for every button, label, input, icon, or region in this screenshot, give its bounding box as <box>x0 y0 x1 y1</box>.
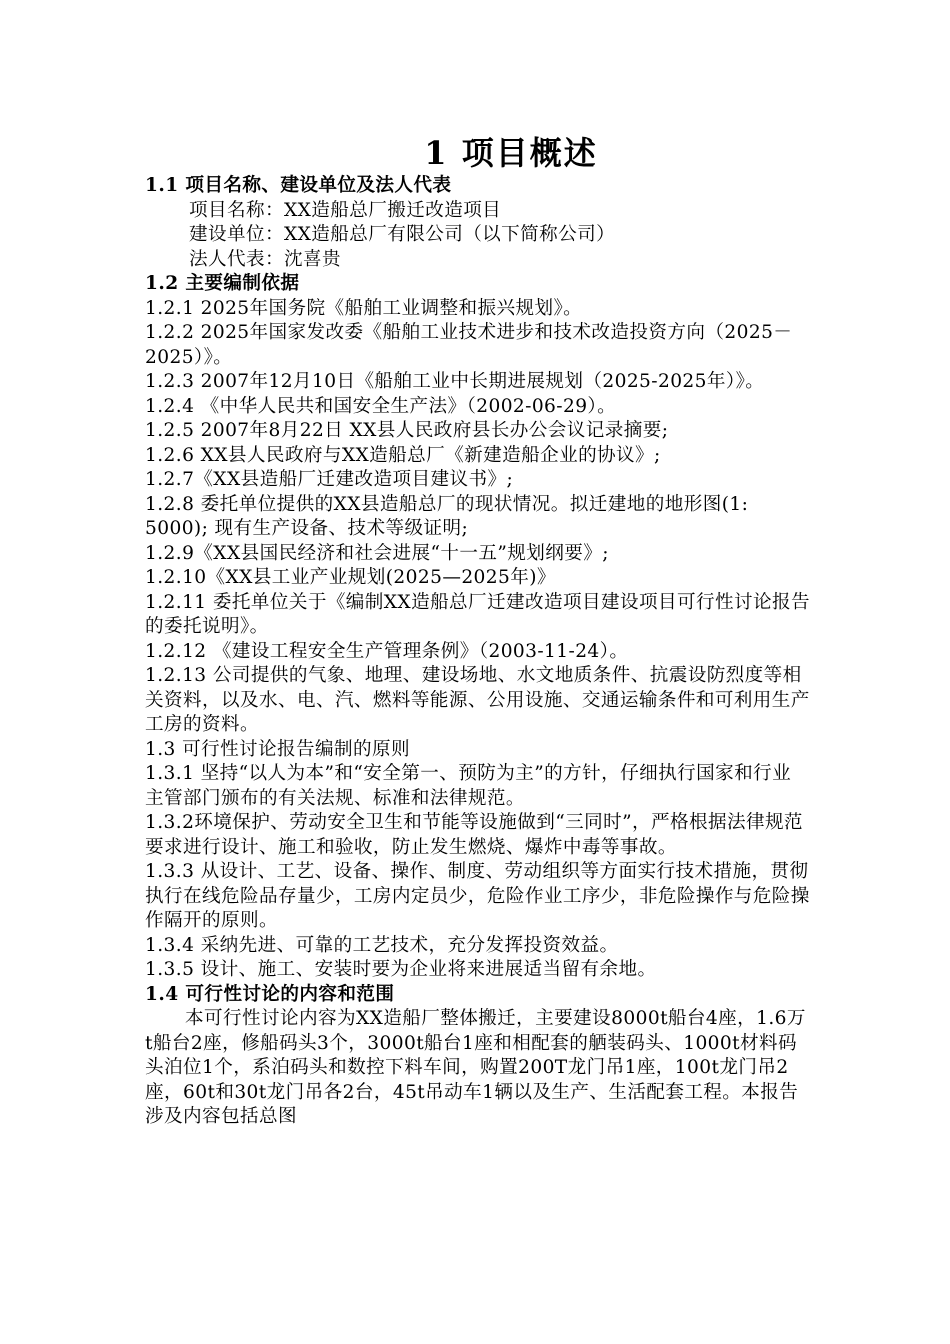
section-heading-1-1: 1.1 项目名称、建设单位及法人代表 <box>145 175 452 196</box>
builder-line: 建设单位：XX造船总厂有限公司（以下简称公司） <box>189 224 616 245</box>
page-title: 1 项目概述 <box>424 134 598 172</box>
section-heading-1-4: 1.4 可行性讨论的内容和范围 <box>145 983 395 1005</box>
list-item: 1.2.11 委托单位关于《编制XX造船总厂迁建改造项目建设项目可行性讨论报告的委托说明》。 <box>145 591 810 637</box>
project-name-line: 项目名称：XX造船总厂搬迁改造项目 <box>189 199 502 221</box>
list-item: 1.2.12 《建设工程安全生产管理条例》（2003-11-24）。 <box>145 640 629 662</box>
section-heading-1-3: 1.3 可行性讨论报告编制的原则 <box>145 738 411 760</box>
list-item: 1.2.9《XX县国民经济和社会进展“十一五”规划纲要》; <box>145 542 609 564</box>
list-item: 1.2.2 2025年国家发改委《船舶工业技术进步和技术改造投资方向（2025－2025）》。 <box>145 322 793 368</box>
document-body <box>145 174 810 1130</box>
list-item: 1.2.3 2007年12月10日《船舶工业中长期进展规划（2025-2025年）》。 <box>145 371 765 392</box>
list-item: 1.3.3 从设计、工艺、设备、操作、制度、劳动组织等方面实行技术措施，贯彻执行在线危险品存量少，工房内定员少，危险作业工序少，非危险操作与危险操作隔开的原则。 <box>145 861 810 931</box>
list-item: 1.2.1 2025年国务院《船舶工业调整和振兴规划》。 <box>145 297 583 319</box>
section-heading-1-2: 1.2 主要编制依据 <box>145 273 300 294</box>
list-item: 1.3.4 采纳先进、可靠的工艺技术，充分发挥投资效益。 <box>145 934 619 956</box>
list-item: 1.3.5 设计、施工、安装时要为企业将来进展适当留有余地。 <box>145 959 657 980</box>
list-item: 1.2.5 2007年8月22日 XX县人民政府县长办公会议记录摘要; <box>145 420 669 441</box>
list-item: 1.2.13 公司提供的气象、地理、建设场地、水文地质条件、抗震设防烈度等相关资料，以及水、电、汽、燃料等能源、公用设施、交通运输条件和可利用生产工房的资料。 <box>145 665 810 735</box>
list-item: 1.2.4 《中华人民共和国安全生产法》（2002-06-29）。 <box>145 395 617 417</box>
scope-paragraph: 本可行性讨论内容为XX造船厂整体搬迁，主要建设8000t船台4座，1.6万t船台2座，修船码头3个，3000t船台1座和相配套的舾装码头、1000t材料码头泊位1个，系泊码头和数控下料车间，购置200T龙门吊1座，100t龙门吊2座，60t和30t龙门吊各2台，45t吊动车1辆以及生产、生活配套工程。本报告涉及内容包括总图 <box>145 1008 806 1127</box>
list-item: 1.2.7《XX县造船厂迁建改造项目建议书》; <box>145 469 514 490</box>
list-item: 1.3.2环境保护、劳动安全卫生和节能等设施做到“三同时”，严格根据法律规范要求进行设计、施工和验收，防止发生燃烧、爆炸中毒等事故。 <box>145 812 803 858</box>
list-item: 1.3.1 坚持“以人为本”和“安全第一、预防为主”的方针，仔细执行国家和行业主管部门颁布的有关法规、标准和法律规范。 <box>145 763 792 809</box>
list-item: 1.2.10《XX县工业产业规划(2025—2025年)》 <box>145 567 556 588</box>
legal-rep-line: 法人代表：沈喜贵 <box>189 248 341 270</box>
list-item: 1.2.8 委托单位提供的XX县造船总厂的现状情况。拟迁建地的地形图(1: 5000); 现有生产设备、技术等级证明; <box>145 493 749 539</box>
list-item: 1.2.6 XX县人民政府与XX造船总厂《新建造船企业的协议》; <box>145 444 661 466</box>
